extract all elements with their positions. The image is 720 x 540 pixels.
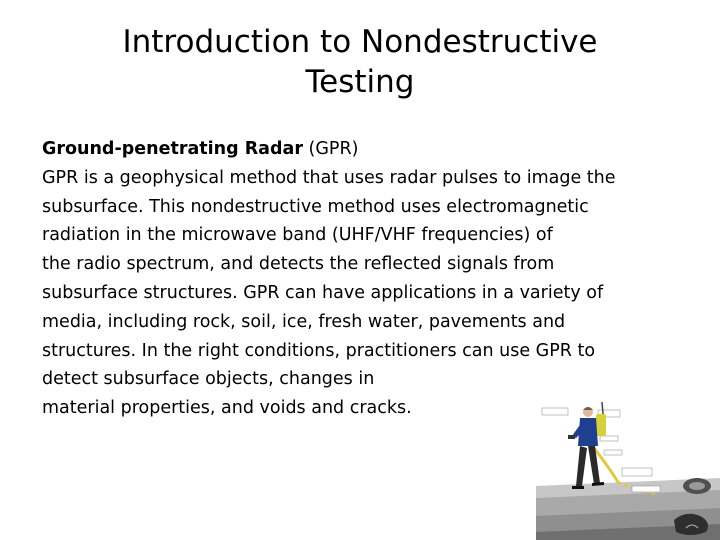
- person-hair: [583, 407, 593, 410]
- annotation-box-6: [632, 486, 660, 492]
- paragraph-line-2: subsurface. This nondestructive method uses electromagnetic: [42, 196, 589, 217]
- annotation-box-5: [622, 468, 652, 476]
- gpr-illustration-svg: [536, 386, 720, 540]
- slide-title-line-2: Testing: [305, 64, 415, 100]
- annotation-box-4: [604, 450, 622, 455]
- annotation-box-3: [600, 436, 618, 441]
- paragraph-line-7: structures. In the right conditions, practitioners can use GPR to: [42, 340, 596, 361]
- slide-body: [42, 135, 706, 423]
- buried-object-highlight: [689, 482, 705, 490]
- person-shoe-left: [572, 486, 584, 489]
- paragraph-line-5: subsurface structures. GPR can have applications in a variety of: [42, 282, 604, 303]
- paragraph-line-1: GPR is a geophysical method that uses radar pulses to image the: [42, 167, 616, 188]
- handheld-device: [568, 435, 575, 439]
- slide-title: [40, 22, 680, 102]
- section-heading-bold: Ground-penetrating Radar: [42, 139, 303, 159]
- annotation-box-1: [542, 408, 568, 415]
- paragraph-line-4: the radio spectrum, and detects the reflected signals from: [42, 254, 555, 275]
- section-heading-abbrev: (GPR): [302, 139, 359, 159]
- section-heading: [42, 135, 706, 164]
- paragraph-line-8: detect subsurface objects, changes in: [42, 369, 375, 390]
- person-leg-left: [576, 446, 587, 486]
- paragraph-line-9: material properties, and voids and cracks.: [42, 398, 412, 419]
- gpr-illustration: [536, 386, 720, 540]
- slide-title-line-1: Introduction to Nondestructive: [122, 24, 598, 60]
- paragraph-line-3: radiation in the microwave band (UHF/VHF frequencies) of: [42, 225, 553, 246]
- paragraph-line-6: media, including rock, soil, ice, fresh water, pavements and: [42, 311, 566, 332]
- backpack: [596, 414, 606, 436]
